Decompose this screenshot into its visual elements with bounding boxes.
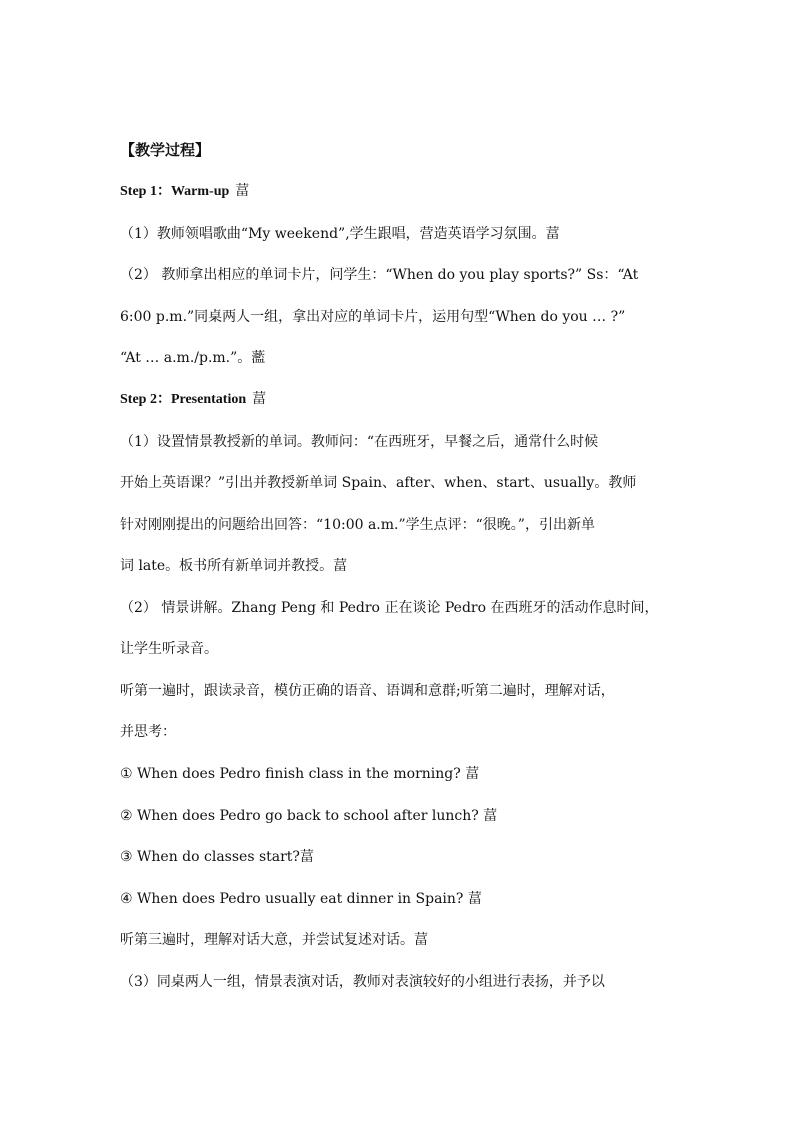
question-3: ③ When do classes start?葍 [120, 849, 314, 865]
question-1: ① When does Pedro finish class in the morning? 葍 [120, 766, 480, 782]
question-4: ④ When does Pedro usually eat dinner in Spain? 葍 [120, 891, 482, 907]
step2-paragraph-4: 听第三遍时，理解对话大意，并尝试复述对话。葍 [120, 932, 428, 948]
section-heading: 【教学过程】 [120, 141, 211, 159]
step2-paragraph-1-line-3: 针对刚刚提出的问题给出回答：“10:00 a.m.”学生点评：“很晚。”，引出新单 [120, 517, 595, 533]
step2-paragraph-3-line-1: 听第一遍时，跟读录音，模仿正确的语音、语调和意群;听第二遍时，理解对话， [120, 683, 615, 699]
step2-paragraph-1-line-4: 词 late。板书所有新单词并教授。葍 [120, 558, 348, 574]
step2-paragraph-5: （3）同桌两人一组，情景表演对话，教师对表演较好的小组进行表扬，并予以 [120, 974, 605, 990]
step2-title-mark: 葍 [252, 392, 267, 407]
step1-paragraph-2-line-3: “At … a.m./p.m.”。蘫 [120, 350, 266, 366]
step2-paragraph-2-line-1: （2） 情景讲解。Zhang Peng 和 Pedro 正在谈论 Pedro 在西班牙的活动作息时间， [120, 600, 659, 616]
step1-title-text: Step 1：Warm-up [120, 184, 230, 199]
step2-title [120, 391, 680, 409]
step1-title [120, 183, 680, 201]
step1-paragraph-2-line-1: （2） 教师拿出相应的单词卡片，问学生：“When do you play sports?” Ss：“At [120, 267, 639, 283]
question-2: ② When does Pedro go back to school after lunch? 葍 [120, 808, 498, 824]
step2-paragraph-3-line-2: 并思考： [120, 724, 176, 740]
step2-title-text: Step 2：Presentation [120, 392, 247, 407]
step1-title-mark: 葍 [235, 184, 250, 199]
step2-paragraph-2-line-2: 让学生听录音。 [120, 641, 218, 657]
step1-paragraph-2-line-2: 6:00 p.m.”同桌两人一组，拿出对应的单词卡片，运用句型“When do you … ?” [120, 309, 626, 325]
step2-paragraph-1-line-2: 开始上英语课？”引出并教授新单词 Spain、after、when、start、usually。教师 [120, 475, 637, 491]
step1-paragraph-1: （1）教师领唱歌曲“My weekend”,学生跟唱，营造英语学习氛围。葍 [120, 226, 560, 242]
step2-paragraph-1-line-1: （1）设置情景教授新的单词。教师问：“在西班牙，早餐之后，通常什么时候 [120, 434, 599, 450]
